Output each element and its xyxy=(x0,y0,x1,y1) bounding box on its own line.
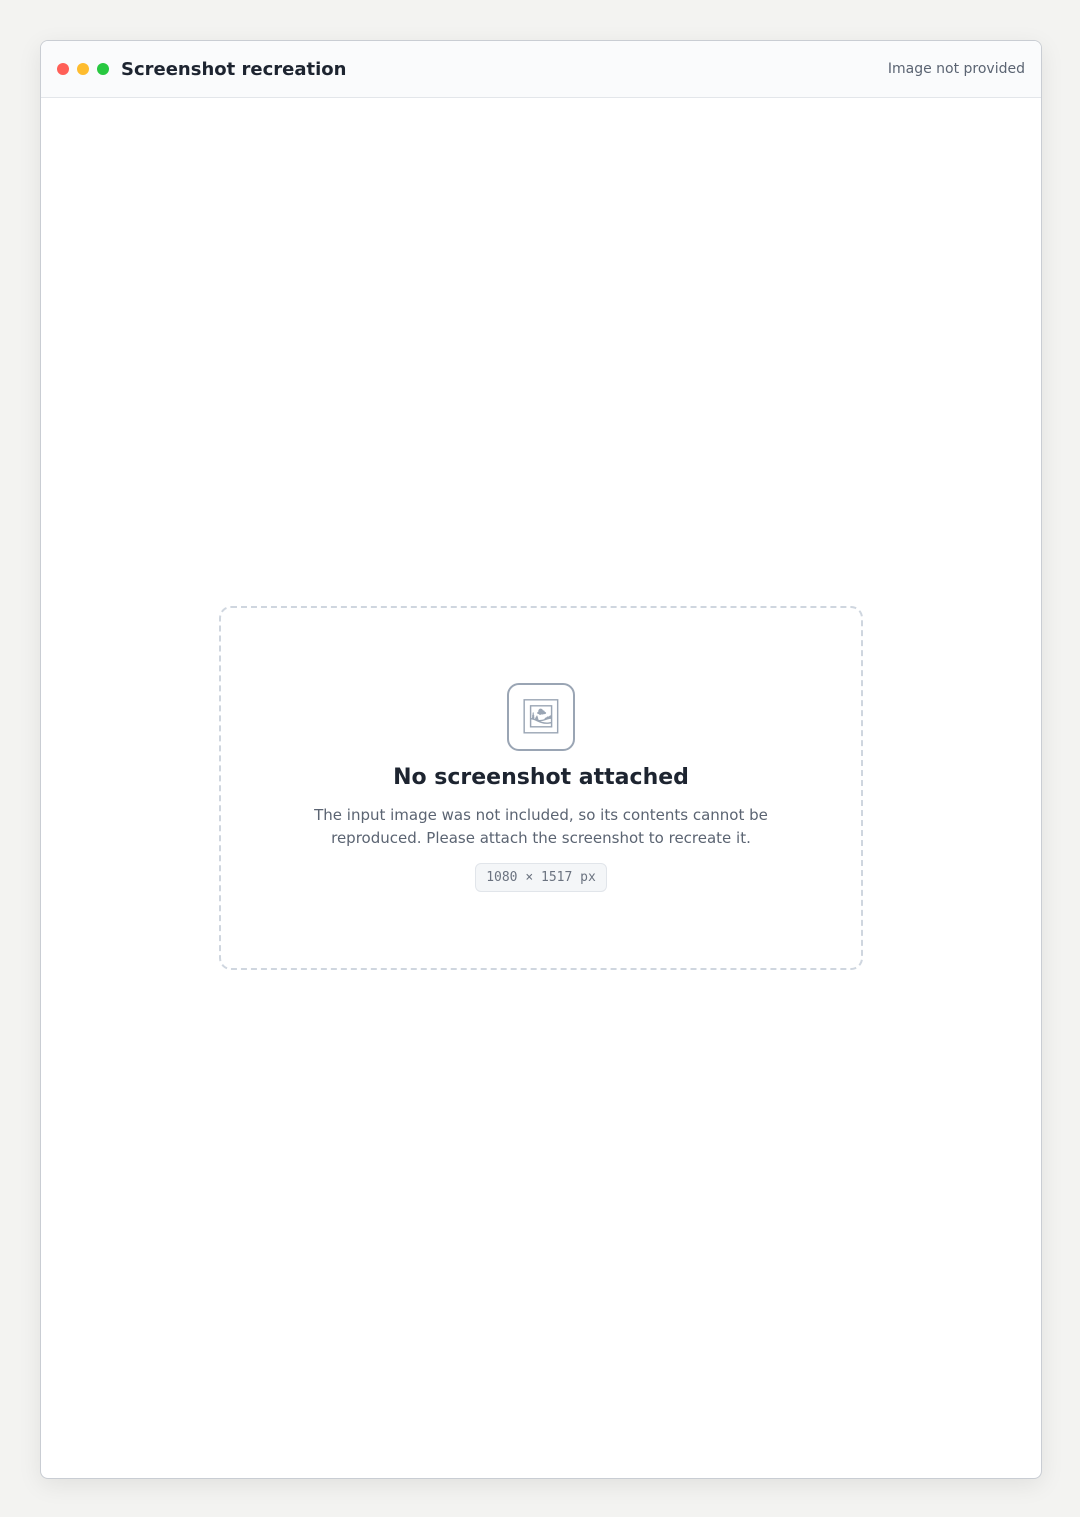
notice-headline: No screenshot attached xyxy=(393,765,689,790)
window-controls xyxy=(57,63,109,75)
minimize-icon[interactable] xyxy=(77,63,89,75)
title-bar xyxy=(41,41,1041,98)
missing-image-notice xyxy=(219,606,863,970)
app-window xyxy=(40,40,1042,1479)
maximize-icon[interactable] xyxy=(97,63,109,75)
image-icon: 🖼 xyxy=(507,683,575,751)
window-subtitle: Image not provided xyxy=(887,61,1025,77)
window-title: Screenshot recreation xyxy=(121,58,347,80)
target-dimensions: 1080 × 1517 px xyxy=(475,863,607,892)
main-content xyxy=(41,97,1041,1478)
notice-message: The input image was not included, so its contents cannot be reproduced. Please attach the screenshot to recreate it. xyxy=(314,806,768,847)
close-icon[interactable] xyxy=(57,63,69,75)
